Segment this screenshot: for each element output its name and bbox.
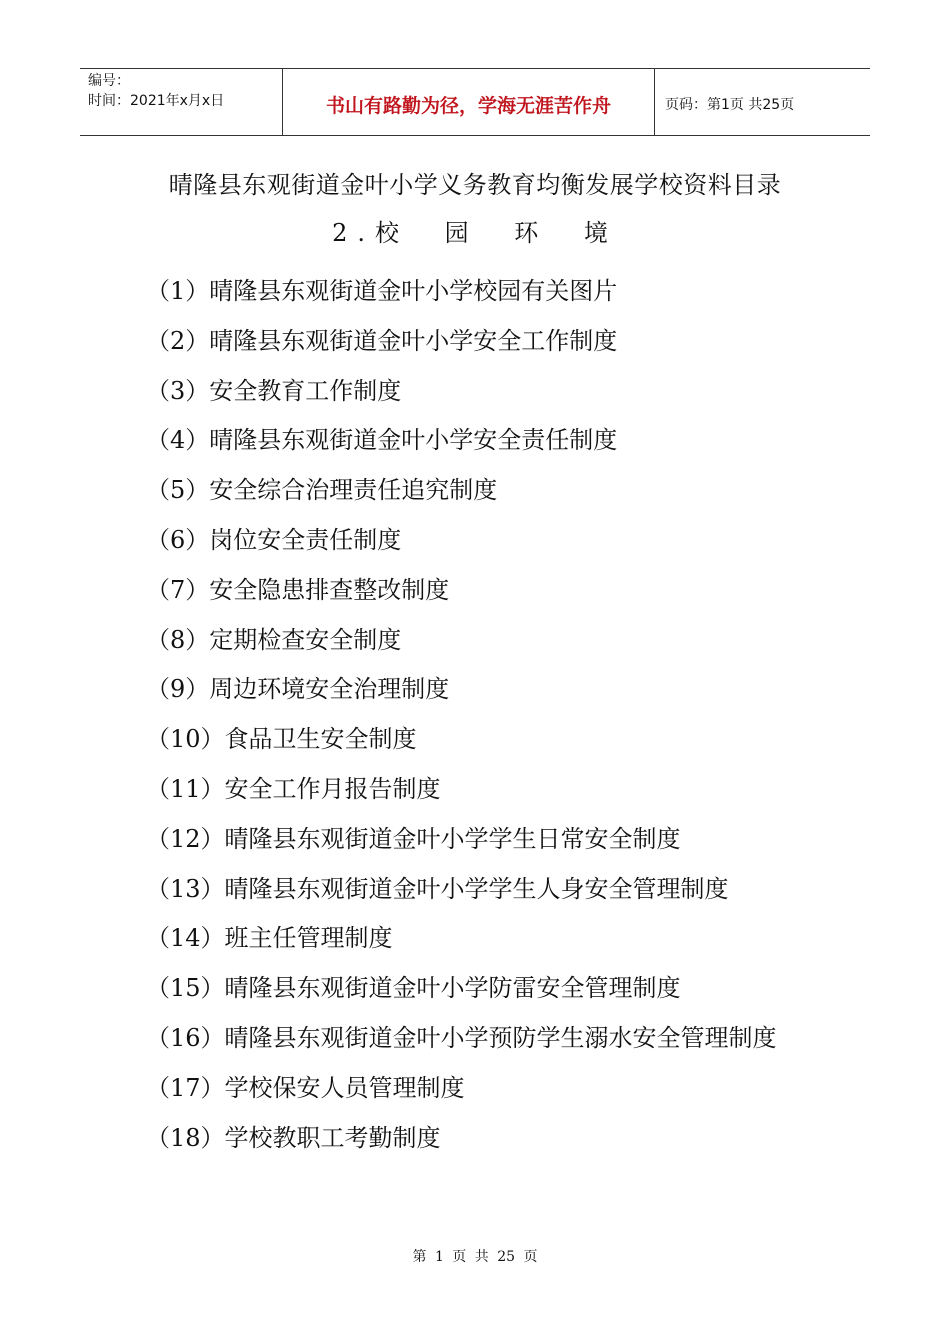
header-page-info [655,69,870,135]
section-title: 2.校 园 环 境 [332,219,618,247]
directory-item: （10）食品卫生安全制度 [146,725,417,754]
directory-item: （17）学校保安人员管理制度 [146,1073,465,1102]
time-label: 时间：2021年x月x日 [88,93,225,109]
directory-item: （12）晴隆县东观街道金叶小学学生日常安全制度 [146,824,681,853]
directory-item: （14）班主任管理制度 [146,924,393,953]
directory-item: （13）晴隆县东观街道金叶小学学生人身安全管理制度 [146,874,729,903]
directory-item: （7）安全隐患排查整改制度 [146,575,450,604]
directory-item: （2）晴隆县东观街道金叶小学安全工作制度 [146,326,618,355]
directory-item: （4）晴隆县东观街道金叶小学安全责任制度 [146,426,618,455]
directory-item: （8）定期检查安全制度 [146,625,402,654]
header-motto [282,69,655,135]
directory-item: （3）安全教育工作制度 [146,376,402,405]
page-info-text: 页码：第1页 共25页 [665,97,795,113]
directory-item: （5）安全综合治理责任追究制度 [146,476,498,505]
directory-item: （16）晴隆县东观街道金叶小学预防学生溺水安全管理制度 [146,1023,777,1052]
directory-list [146,267,811,1163]
number-label: 编号： [88,73,130,89]
page-header [80,68,870,136]
directory-item: （6）岗位安全责任制度 [146,525,402,554]
motto-text: 书山有路勤为径，学海无涯苦作舟 [325,94,611,117]
directory-item: （18）学校教职工考勤制度 [146,1123,441,1152]
document-title: 晴隆县东观街道金叶小学义务教育均衡发展学校资料目录 [168,171,782,199]
directory-item: （9）周边环境安全治理制度 [146,675,450,704]
directory-item: （1）晴隆县东观街道金叶小学校园有关图片 [146,277,618,305]
header-meta [80,69,282,135]
page-footer: 第 1 页 共 25 页 [412,1249,538,1265]
directory-item: （11）安全工作月报告制度 [146,774,441,803]
directory-item: （15）晴隆县东观街道金叶小学防雷安全管理制度 [146,974,681,1003]
